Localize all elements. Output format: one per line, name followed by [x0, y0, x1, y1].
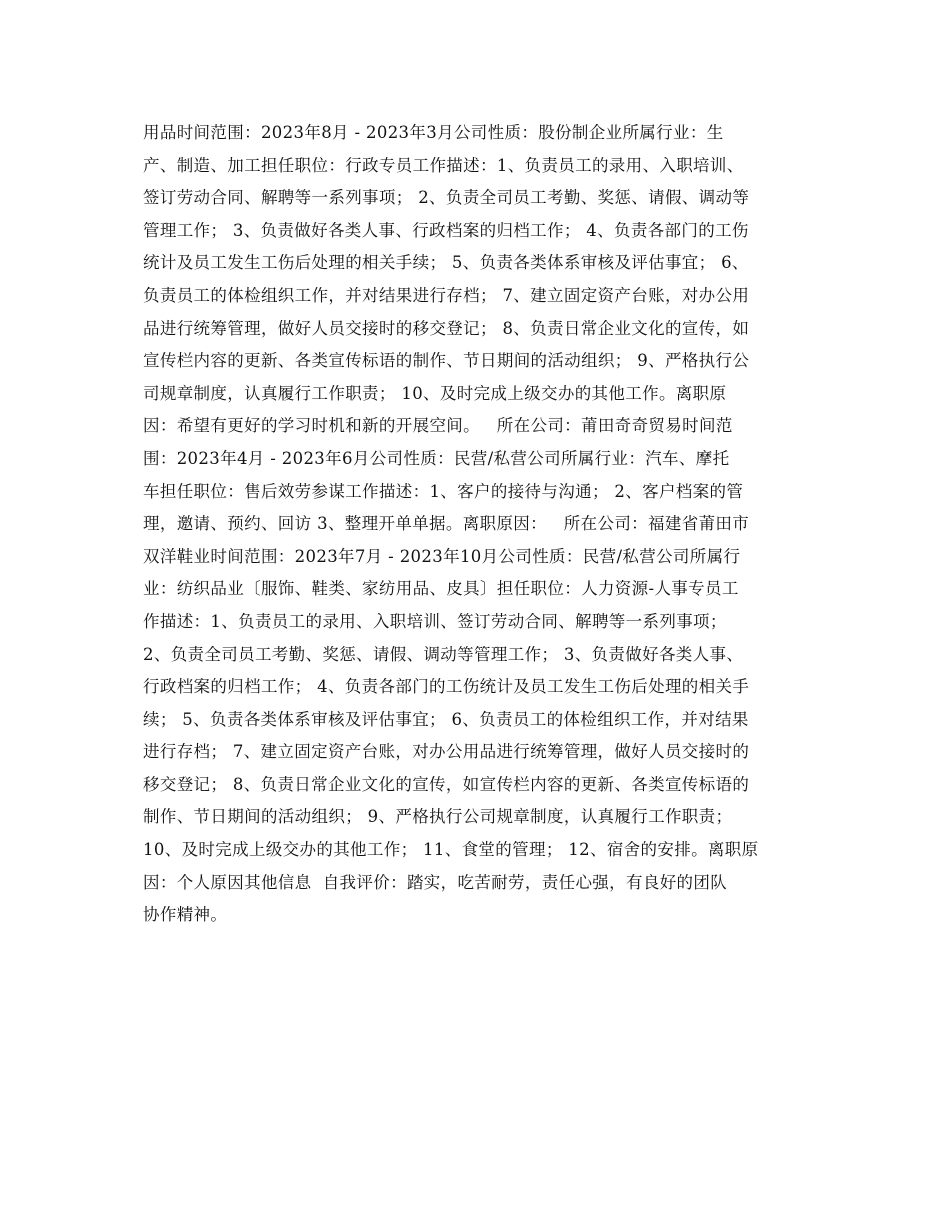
text-line: 负责员工的体检组织工作，并对结果进行存档； 7、建立固定资产台账，对办公用 — [143, 285, 750, 305]
text-line: 业：纺织品业〔服饰、鞋类、家纺用品、皮具〕担任职位：人力资源-人事专员工 — [143, 579, 739, 599]
text-line: 续； 5、负责各类体系审核及评估事宜； 6、负责员工的体检组织工作，并对结果 — [143, 709, 749, 729]
text-line: 制作、节日期间的活动组织； 9、严格执行公司规章制度，认真履行工作职责； — [143, 807, 733, 827]
text-line: 统计及员工发生工伤后处理的相关手续； 5、负责各类体系审核及评估事宜； 6、 — [143, 253, 749, 273]
text-line: 移交登记； 8、负责日常企业文化的宣传，如宣传栏内容的更新、各类宣传标语的 — [143, 774, 750, 794]
text-line: 车担任职位：售后效劳参谋工作描述：1、客户的接待与沟通； 2、客户档案的管 — [143, 481, 744, 501]
text-line: 进行存档； 7、建立固定资产台账，对办公用品进行统筹管理，做好人员交接时的 — [143, 742, 750, 762]
text-line: 理，邀请、预约、回访 3、整理开单单据。离职原因： 所在公司：福建省莆田市 — [143, 514, 750, 534]
resume-body-text — [143, 117, 813, 932]
text-line: 因：希望有更好的学习时机和新的开展空间。 所在公司：莆田奇奇贸易时间范 — [143, 416, 733, 436]
text-line: 作描述：1、负责员工的录用、入职培训、签订劳动合同、解聘等一系列事项； — [143, 611, 727, 631]
text-line: 产、制造、加工担任职位：行政专员工作描述：1、负责员工的录用、入职培训、 — [143, 155, 744, 175]
text-line: 司规章制度，认真履行工作职责； 10、及时完成上级交办的其他工作。离职原 — [143, 383, 727, 403]
text-line: 因：个人原因其他信息 自我评价：踏实，吃苦耐劳，责任心强，有良好的团队 — [143, 872, 728, 892]
text-line: 协作精神。 — [143, 905, 228, 925]
text-line: 双洋鞋业时间范围：2023年7月 - 2023年10月公司性质：民营/私营公司所属行 — [143, 546, 741, 566]
text-line: 宣传栏内容的更新、各类宣传标语的制作、节日期间的活动组织； 9、严格执行公 — [143, 351, 750, 371]
text-line: 围：2023年4月 - 2023年6月公司性质：民营/私营公司所属行业：汽车、摩托 — [143, 448, 730, 468]
text-line: 10、及时完成上级交办的其他工作； 11、食堂的管理； 12、宿舍的安排。离职原 — [143, 840, 759, 860]
text-line: 管理工作； 3、负责做好各类人事、行政档案的归档工作； 4、负责各部门的工伤 — [143, 220, 749, 240]
text-line: 品进行统筹管理，做好人员交接时的移交登记； 8、负责日常企业文化的宣传，如 — [143, 318, 750, 338]
text-line: 用品时间范围：2023年8月 - 2023年3月公司性质：股份制企业所属行业：生 — [143, 123, 724, 142]
text-line: 签订劳动合同、解聘等一系列事项； 2、负责全司员工考勤、奖惩、请假、调动等 — [143, 188, 750, 208]
text-line: 2、负责全司员工考勤、奖惩、请假、调动等管理工作； 3、负责做好各类人事、 — [143, 644, 744, 664]
text-line: 行政档案的归档工作； 4、负责各部门的工伤统计及员工发生工伤后处理的相关手 — [143, 677, 750, 697]
